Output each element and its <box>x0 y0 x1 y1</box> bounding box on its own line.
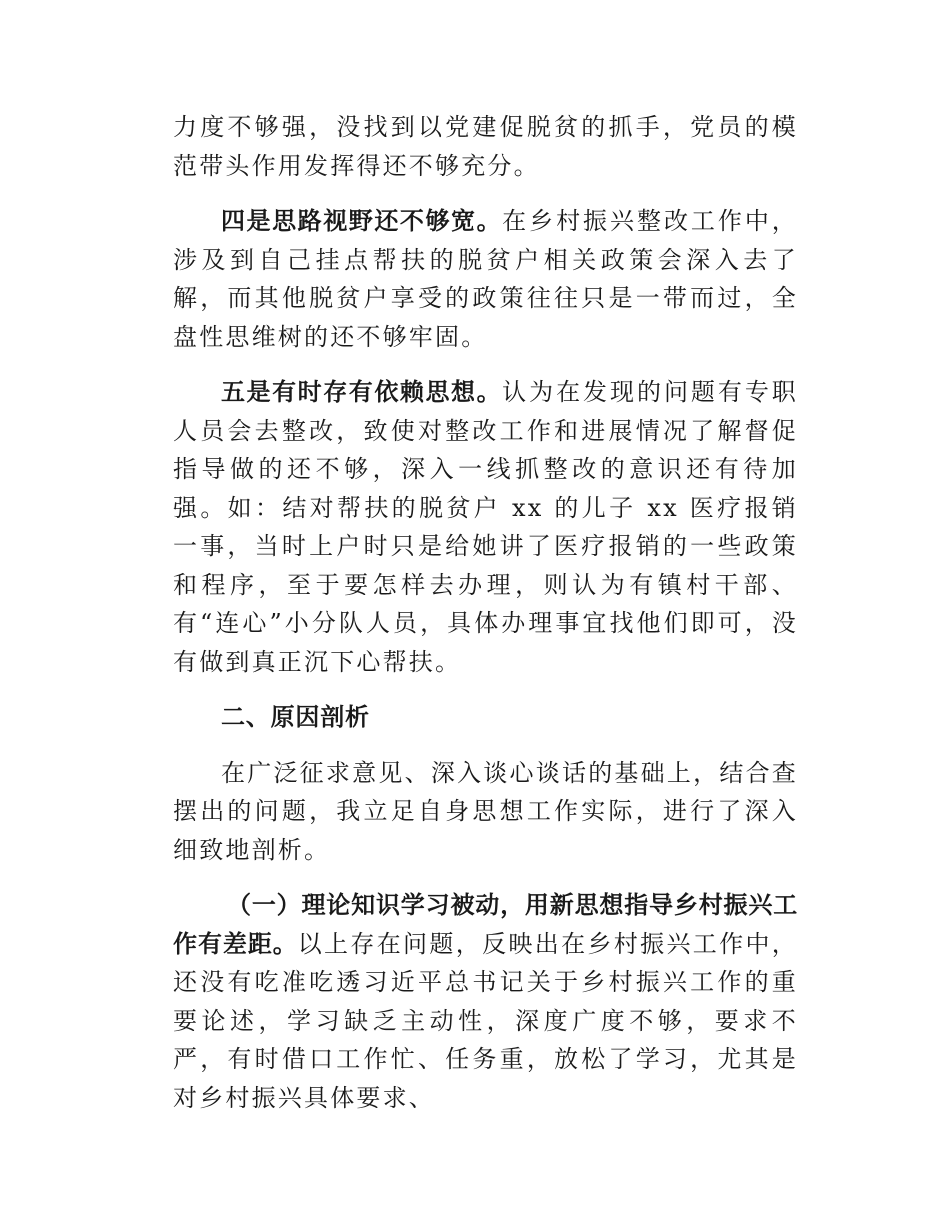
paragraph-text: 以上存在问题，反映出在乡村振兴工作中，还没有吃准吃透习近平总书记关于乡村振兴工作的重要论述，学习缺乏主动性，深度广度不够，要求不严，有时借口工作忙、任务重，放松了学习，尤其是对乡村振兴具体要求、 <box>173 929 798 1112</box>
paragraph-text: 认为在发现的问题有专职人员会去整改，致使对整改工作和进展情况了解督促指导做的还不够，深入一线抓整改的意识还有待加强。如：结对帮扶的脱贫户 xx 的儿子 xx 医疗报销一事，当时上户时只是给她讲了医疗报销的一些政策和程序，至于要怎样去办理，则认为有镇村干部、有“连心”小分队人员，具体办理事宜找他们即可，没有做到真正沉下心帮扶。 <box>173 378 798 676</box>
section-heading <box>173 698 798 737</box>
document-page <box>173 108 798 1117</box>
reason-one-heading: （一）理论知识学习被动，用新思想指导乡村振兴工作有差距。 <box>173 891 798 958</box>
paragraph-text: 力度不够强，没找到以党建促脱贫的抓手，党员的模范带头作用发挥得还不够充分。 <box>173 113 798 180</box>
paragraph-reason-one <box>173 886 798 1117</box>
paragraph-point-five <box>173 373 798 681</box>
paragraph-text: 在乡村振兴整改工作中，涉及到自己挂点帮扶的脱贫户相关政策会深入去了解，而其他脱贫户享受的政策往往只是一带而过，全盘性思维树的还不够牢固。 <box>173 207 798 351</box>
paragraph-text: 在广泛征求意见、深入谈心谈话的基础上，结合查摆出的问题，我立足自身思想工作实际，进行了深入细致地剖析。 <box>173 758 798 864</box>
point-five-heading: 五是有时存有依赖思想。 <box>221 378 503 406</box>
point-four-heading: 四是思路视野还不够宽。 <box>221 207 503 235</box>
paragraph-continuation <box>173 108 798 185</box>
section-heading-text: 二、原因剖析 <box>221 703 370 731</box>
paragraph-point-four <box>173 202 798 356</box>
paragraph-analysis-intro <box>173 754 798 870</box>
